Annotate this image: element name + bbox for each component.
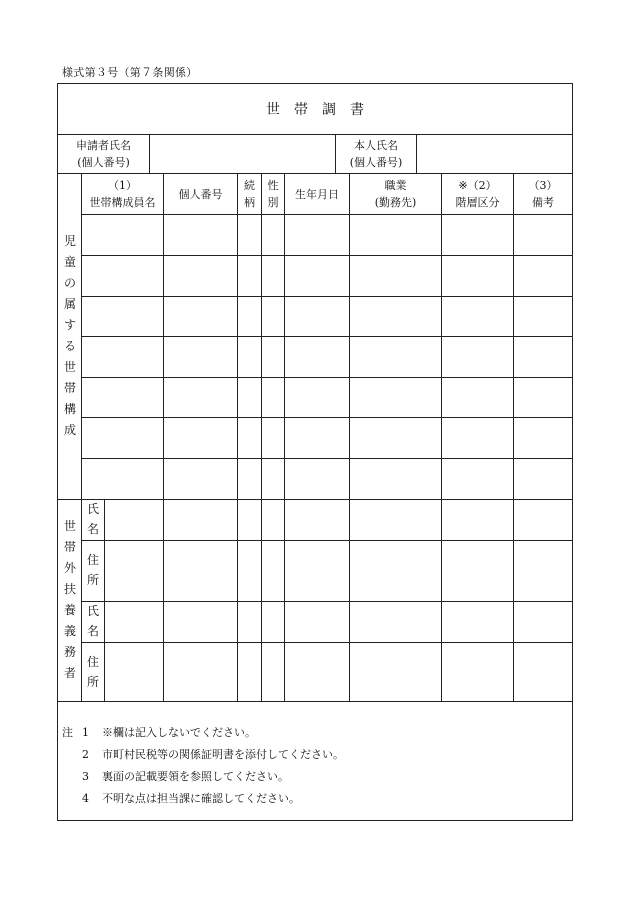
household-cell-birthdate[interactable] <box>285 378 349 417</box>
supporter-cell[interactable] <box>105 541 163 601</box>
household-cell-number[interactable] <box>164 378 237 417</box>
household-cell-sex[interactable] <box>262 418 284 458</box>
supporter-2-address-label: 住 所 <box>86 654 99 689</box>
household-cell-remarks[interactable] <box>514 459 572 499</box>
title-row <box>58 84 572 135</box>
header-relation: 続 柄 <box>244 179 255 209</box>
household-cell-remarks[interactable] <box>514 297 572 336</box>
household-cell-relation[interactable] <box>238 297 261 336</box>
household-cell-name[interactable] <box>82 378 163 417</box>
household-cell-name[interactable] <box>82 297 163 336</box>
household-cell-occupation[interactable] <box>350 297 441 336</box>
supporter-cell[interactable] <box>442 541 513 601</box>
supporter-cell[interactable] <box>238 541 261 601</box>
supporter-cell[interactable] <box>105 500 163 540</box>
applicant-name-field[interactable] <box>150 134 335 173</box>
household-cell-relation[interactable] <box>238 459 261 499</box>
household-cell-relation[interactable] <box>238 378 261 417</box>
supporter-cell[interactable] <box>262 541 284 601</box>
household-cell-birthdate[interactable] <box>285 418 349 458</box>
household-cell-number[interactable] <box>164 418 237 458</box>
supporter-cell[interactable] <box>164 500 237 540</box>
header-birthdate: 生年月日 <box>295 187 339 201</box>
household-section-label: 児 童 の 属 す る 世 帯 構 成 <box>63 234 76 437</box>
household-cell-tier[interactable] <box>442 418 513 458</box>
household-cell-name[interactable] <box>82 459 163 499</box>
household-cell-number[interactable] <box>164 337 237 377</box>
household-survey-form <box>57 83 573 821</box>
header-occupation: 職業 (勤務先) <box>374 179 417 209</box>
supporter-cell[interactable] <box>105 643 163 701</box>
header-member-name: （1） 世帯構成員名 <box>89 179 156 209</box>
supporter-cell[interactable] <box>164 602 237 642</box>
self-name-field[interactable] <box>417 134 572 173</box>
supporter-section-label: 世 帯 外 扶 養 義 務 者 <box>63 519 76 680</box>
note-item: 4 不明な点は担当課に確認してください。 <box>82 792 300 805</box>
household-cell-birthdate[interactable] <box>285 215 349 255</box>
household-cell-occupation[interactable] <box>350 337 441 377</box>
household-cell-occupation[interactable] <box>350 378 441 417</box>
household-cell-sex[interactable] <box>262 297 284 336</box>
supporter-cell[interactable] <box>262 602 284 642</box>
supporter-cell[interactable] <box>442 643 513 701</box>
supporter-cell[interactable] <box>442 500 513 540</box>
note-item: 注 1 ※欄は記入しないでください。 <box>62 726 256 739</box>
supporter-cell[interactable] <box>238 500 261 540</box>
household-cell-number[interactable] <box>164 297 237 336</box>
household-cell-birthdate[interactable] <box>285 297 349 336</box>
household-cell-birthdate[interactable] <box>285 337 349 377</box>
household-cell-tier[interactable] <box>442 459 513 499</box>
household-cell-tier[interactable] <box>442 215 513 255</box>
applicant-name-label: 申請者氏名 (個人番号) <box>76 138 131 169</box>
household-cell-remarks[interactable] <box>514 215 572 255</box>
supporter-1-address-label: 住 所 <box>86 553 99 587</box>
household-cell-name[interactable] <box>82 337 163 377</box>
header-tier: ※（2） 階層区分 <box>455 179 500 209</box>
supporter-cell[interactable] <box>350 541 441 601</box>
supporter-cell[interactable] <box>350 500 441 540</box>
supporter-cell[interactable] <box>238 643 261 701</box>
supporter-cell[interactable] <box>285 643 349 701</box>
form-title: 世帯調書 <box>266 102 378 118</box>
household-cell-sex[interactable] <box>262 215 284 255</box>
household-cell-relation[interactable] <box>238 256 261 296</box>
supporter-cell[interactable] <box>514 602 572 642</box>
supporter-cell[interactable] <box>285 500 349 540</box>
supporter-cell[interactable] <box>164 541 237 601</box>
household-cell-sex[interactable] <box>262 256 284 296</box>
household-cell-remarks[interactable] <box>514 337 572 377</box>
household-cell-name[interactable] <box>82 418 163 458</box>
supporter-cell[interactable] <box>350 643 441 701</box>
note-item: 2 市町村民税等の関係証明書を添付してください。 <box>82 748 344 761</box>
form-number-label: 様式第３号（第７条関係） <box>62 66 198 79</box>
notes-block <box>62 722 344 810</box>
household-cell-occupation[interactable] <box>350 215 441 255</box>
supporter-cell[interactable] <box>164 643 237 701</box>
supporter-cell[interactable] <box>514 643 572 701</box>
household-cell-relation[interactable] <box>238 215 261 255</box>
household-cell-tier[interactable] <box>442 378 513 417</box>
supporter-cell[interactable] <box>514 541 572 601</box>
household-cell-birthdate[interactable] <box>285 256 349 296</box>
self-name-label: 本人氏名 (個人番号) <box>349 138 403 169</box>
household-cell-name[interactable] <box>82 256 163 296</box>
supporter-cell[interactable] <box>238 602 261 642</box>
header-sex: 性 別 <box>267 179 279 209</box>
applicant-row <box>58 134 572 174</box>
supporter-cell[interactable] <box>285 602 349 642</box>
household-cell-sex[interactable] <box>262 459 284 499</box>
header-remarks: （3） 備考 <box>528 179 558 209</box>
household-cell-occupation[interactable] <box>350 418 441 458</box>
supporter-cell[interactable] <box>105 602 163 642</box>
supporter-cell[interactable] <box>262 500 284 540</box>
household-cell-number[interactable] <box>164 459 237 499</box>
supporter-cell[interactable] <box>442 602 513 642</box>
household-cell-tier[interactable] <box>442 337 513 377</box>
supporter-2-name-label: 氏 名 <box>86 604 99 638</box>
household-cell-occupation[interactable] <box>350 459 441 499</box>
household-cell-sex[interactable] <box>262 337 284 377</box>
supporter-cell[interactable] <box>350 602 441 642</box>
household-cell-relation[interactable] <box>238 337 261 377</box>
header-personal-number: 個人番号 <box>178 187 223 201</box>
household-cell-remarks[interactable] <box>514 418 572 458</box>
supporter-cell[interactable] <box>514 500 572 540</box>
household-cell-relation[interactable] <box>238 418 261 458</box>
household-cell-number[interactable] <box>164 215 237 255</box>
household-cell-remarks[interactable] <box>514 256 572 296</box>
household-cell-name[interactable] <box>82 215 163 255</box>
household-cell-tier[interactable] <box>442 256 513 296</box>
household-cell-tier[interactable] <box>442 297 513 336</box>
grid-hline <box>58 701 572 702</box>
supporter-cell[interactable] <box>285 541 349 601</box>
household-cell-birthdate[interactable] <box>285 459 349 499</box>
supporter-cell[interactable] <box>262 643 284 701</box>
household-cell-number[interactable] <box>164 256 237 296</box>
household-cell-occupation[interactable] <box>350 256 441 296</box>
household-cell-remarks[interactable] <box>514 378 572 417</box>
supporter-1-name-label: 氏 名 <box>86 502 99 536</box>
household-cell-sex[interactable] <box>262 378 284 417</box>
note-item: 3 裏面の記載要領を参照してください。 <box>82 770 289 783</box>
